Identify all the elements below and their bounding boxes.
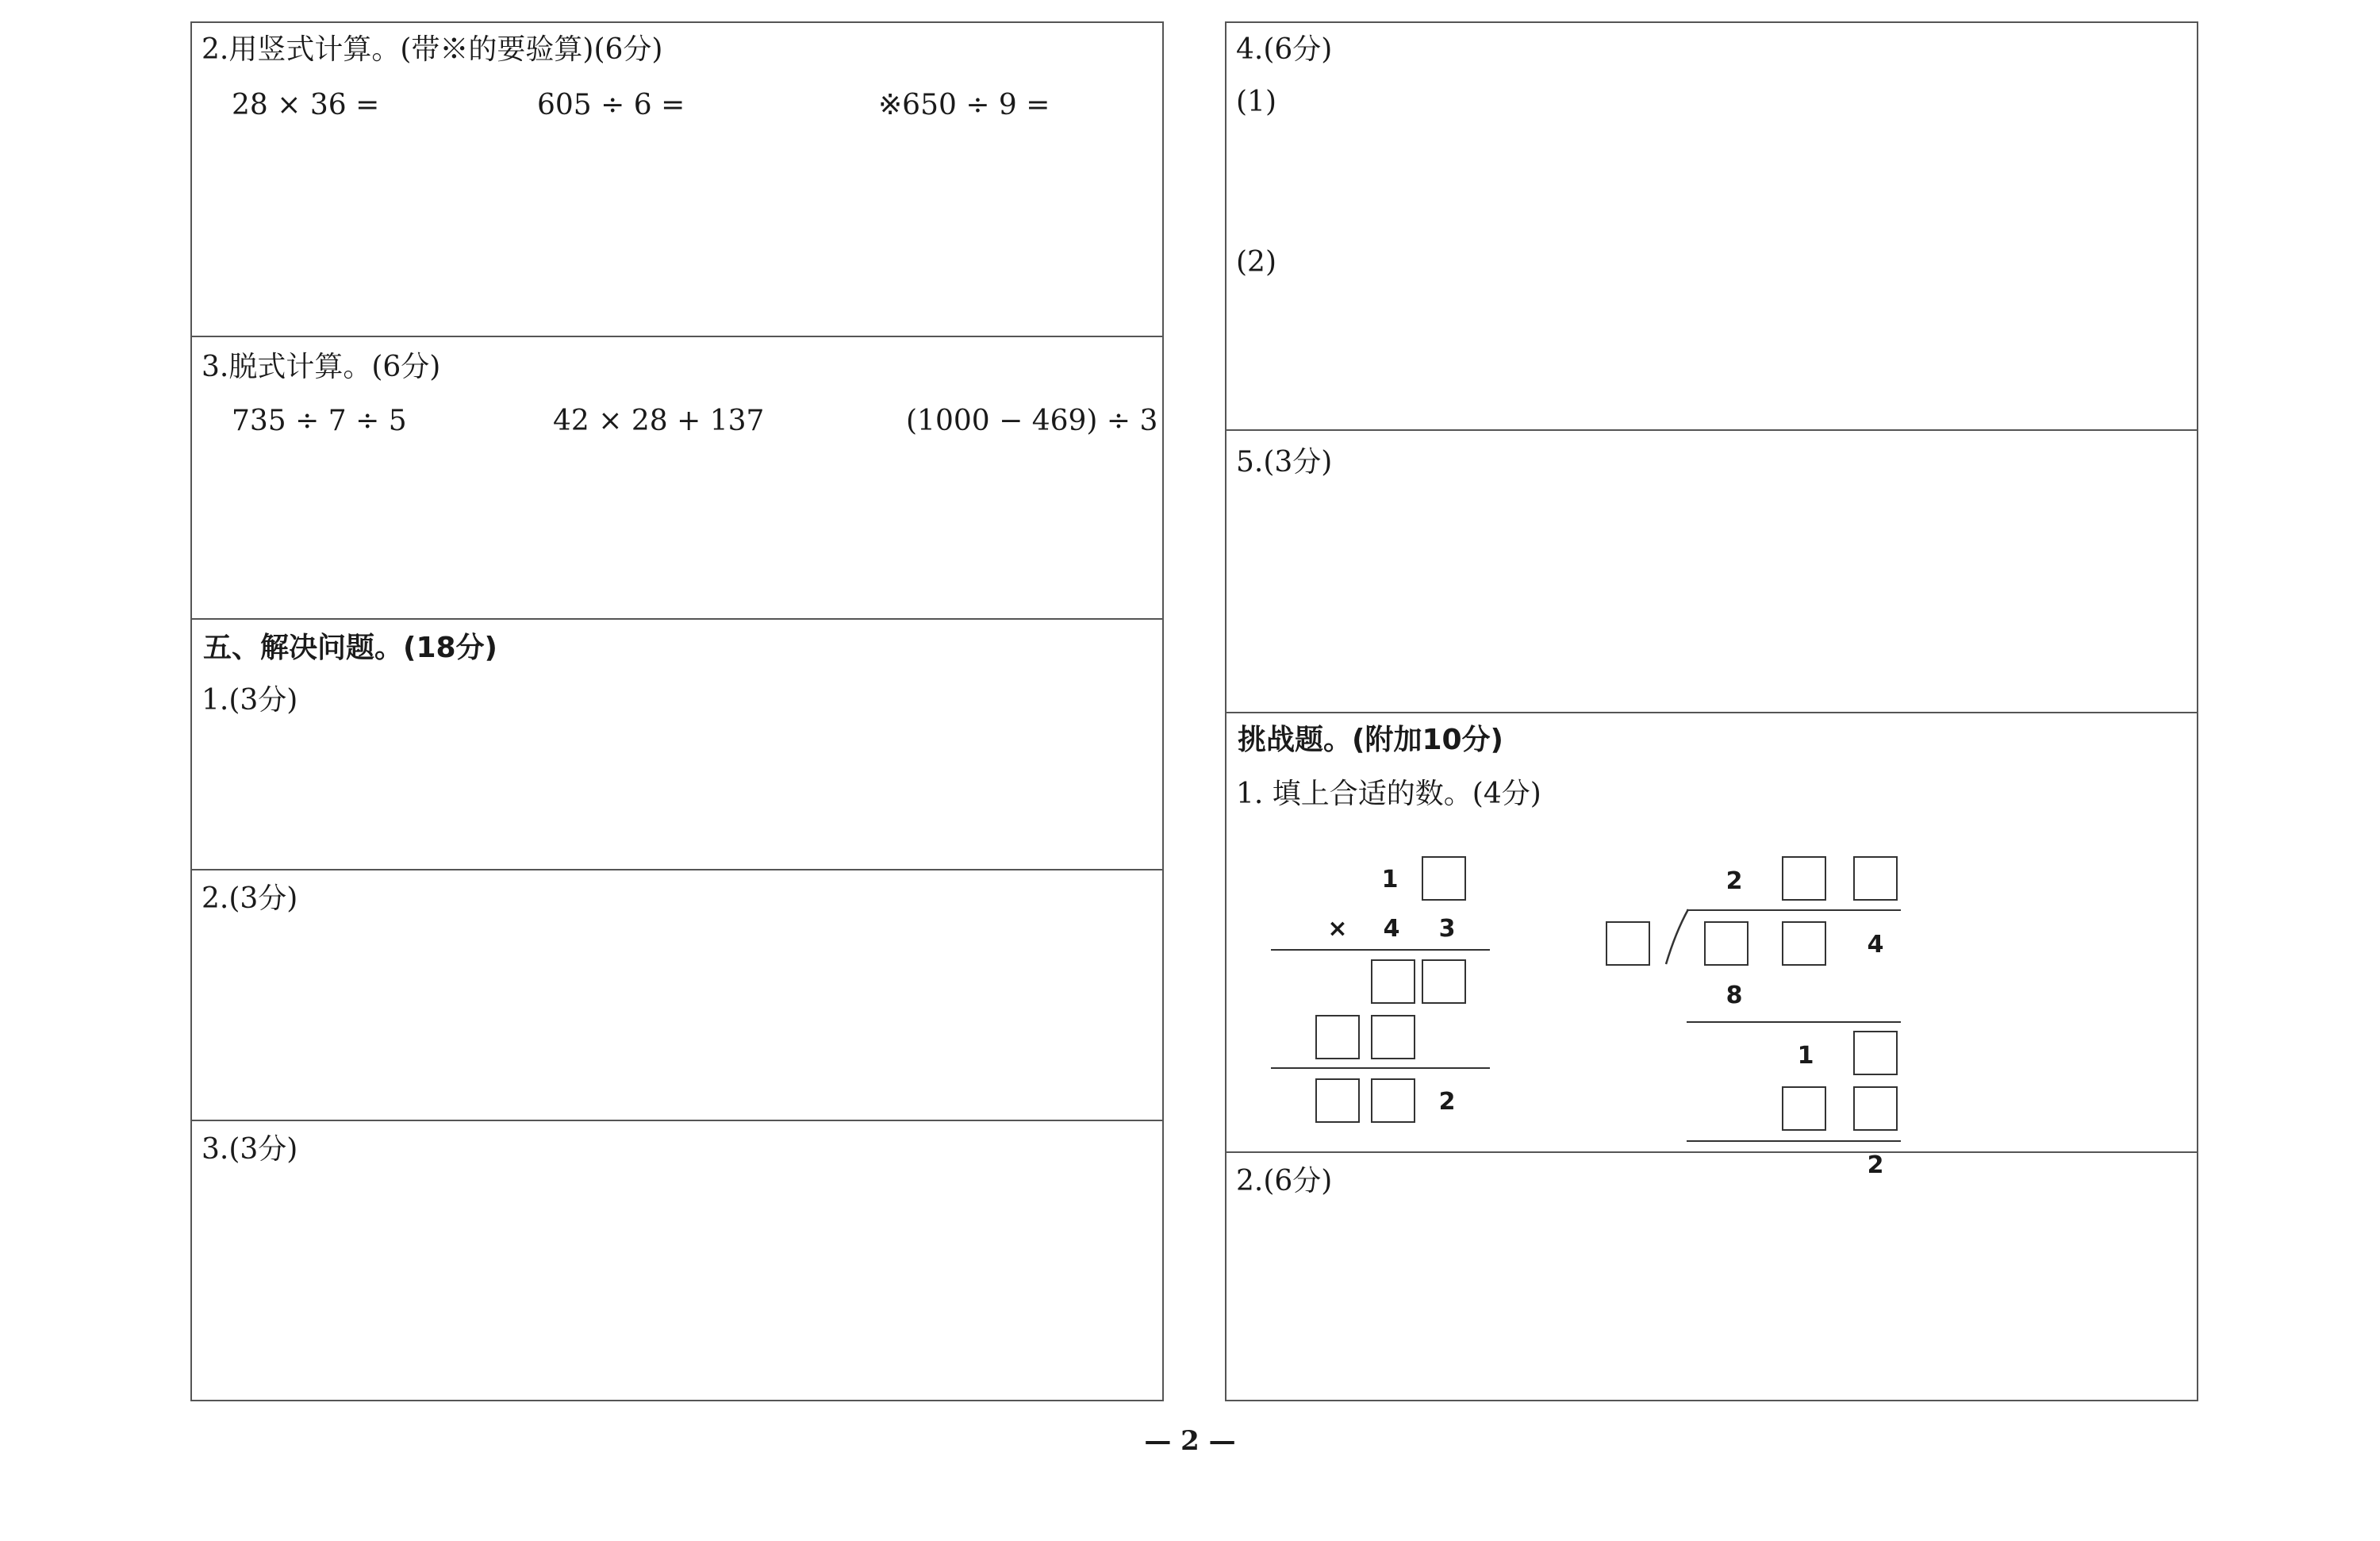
section-solve-problems-q3 (192, 1121, 1162, 1403)
question-title: 3.脱式计算。(6分) (202, 351, 441, 383)
problem-text: (1000 − 469) ÷ 3 (906, 405, 1158, 437)
digit-label: 2 (1438, 1088, 1456, 1116)
page-number: — 2 — (1144, 1425, 1236, 1457)
digit-blank-box[interactable] (1371, 1015, 1415, 1059)
section-solve-problems-q2 (192, 870, 1162, 1121)
section-vertical-calculation (192, 23, 1162, 337)
problem-text: 28 × 36 = (232, 89, 380, 121)
question-title: 1.(3分) (202, 684, 298, 717)
digit-label: 3 (1438, 915, 1456, 943)
digit-blank-box[interactable] (1606, 921, 1650, 966)
digit-blank-box[interactable] (1422, 856, 1466, 901)
section-solve-problems-q1 (192, 620, 1162, 870)
digit-blank-box[interactable] (1704, 921, 1749, 966)
left-column (190, 21, 1164, 1401)
question-title: 2.(6分) (1236, 1165, 1333, 1197)
digit-blank-box[interactable] (1315, 1078, 1360, 1123)
question-title: 5.(3分) (1236, 446, 1333, 478)
rule-line (1687, 1140, 1901, 1142)
rule-line (1271, 949, 1490, 951)
times-sign: × (1327, 915, 1348, 943)
sub-question-label: (2) (1236, 246, 1276, 279)
digit-label: 2 (1726, 867, 1743, 895)
question-title: 2.用竖式计算。(带※的要验算)(6分) (202, 33, 663, 66)
digit-label: 4 (1867, 931, 1884, 959)
challenge-heading: 挑战题。(附加10分) (1238, 724, 1504, 756)
problem-text: 735 ÷ 7 ÷ 5 (232, 405, 407, 437)
digit-blank-box[interactable] (1853, 856, 1898, 901)
digit-blank-box[interactable] (1422, 959, 1466, 1004)
question-title: 2.(3分) (202, 882, 298, 915)
question-title: 4.(6分) (1236, 33, 1333, 66)
division-bar (1687, 909, 1901, 911)
digit-blank-box[interactable] (1782, 921, 1826, 966)
question-title: 1. 填上合适的数。(4分) (1236, 778, 1541, 810)
sub-question-label: (1) (1236, 86, 1276, 118)
question-title: 3.(3分) (202, 1133, 298, 1166)
digit-label: 8 (1726, 982, 1743, 1009)
digit-blank-box[interactable] (1853, 1031, 1898, 1075)
problem-text: ※650 ÷ 9 = (878, 89, 1050, 121)
problem-text: 42 × 28 + 137 (553, 405, 765, 437)
digit-blank-box[interactable] (1853, 1086, 1898, 1131)
division-bracket (1663, 909, 1695, 966)
digit-label: 1 (1381, 866, 1399, 893)
digit-label: 1 (1797, 1042, 1814, 1070)
section-q4 (1226, 23, 2197, 431)
rule-line (1271, 1067, 1490, 1069)
digit-blank-box[interactable] (1371, 1078, 1415, 1123)
digit-blank-box[interactable] (1782, 856, 1826, 901)
problem-text: 605 ÷ 6 = (537, 89, 685, 121)
section-challenge-q2 (1226, 1153, 2197, 1403)
digit-blank-box[interactable] (1782, 1086, 1826, 1131)
digit-label: 2 (1867, 1151, 1884, 1179)
digit-blank-box[interactable] (1371, 959, 1415, 1004)
part-heading: 五、解决问题。(18分) (203, 632, 498, 664)
digit-label: 4 (1383, 915, 1400, 943)
digit-blank-box[interactable] (1315, 1015, 1360, 1059)
section-q5 (1226, 431, 2197, 713)
rule-line (1687, 1021, 1901, 1023)
section-challenge (1226, 713, 2197, 1179)
right-column (1225, 21, 2198, 1401)
section-step-calculation (192, 337, 1162, 620)
